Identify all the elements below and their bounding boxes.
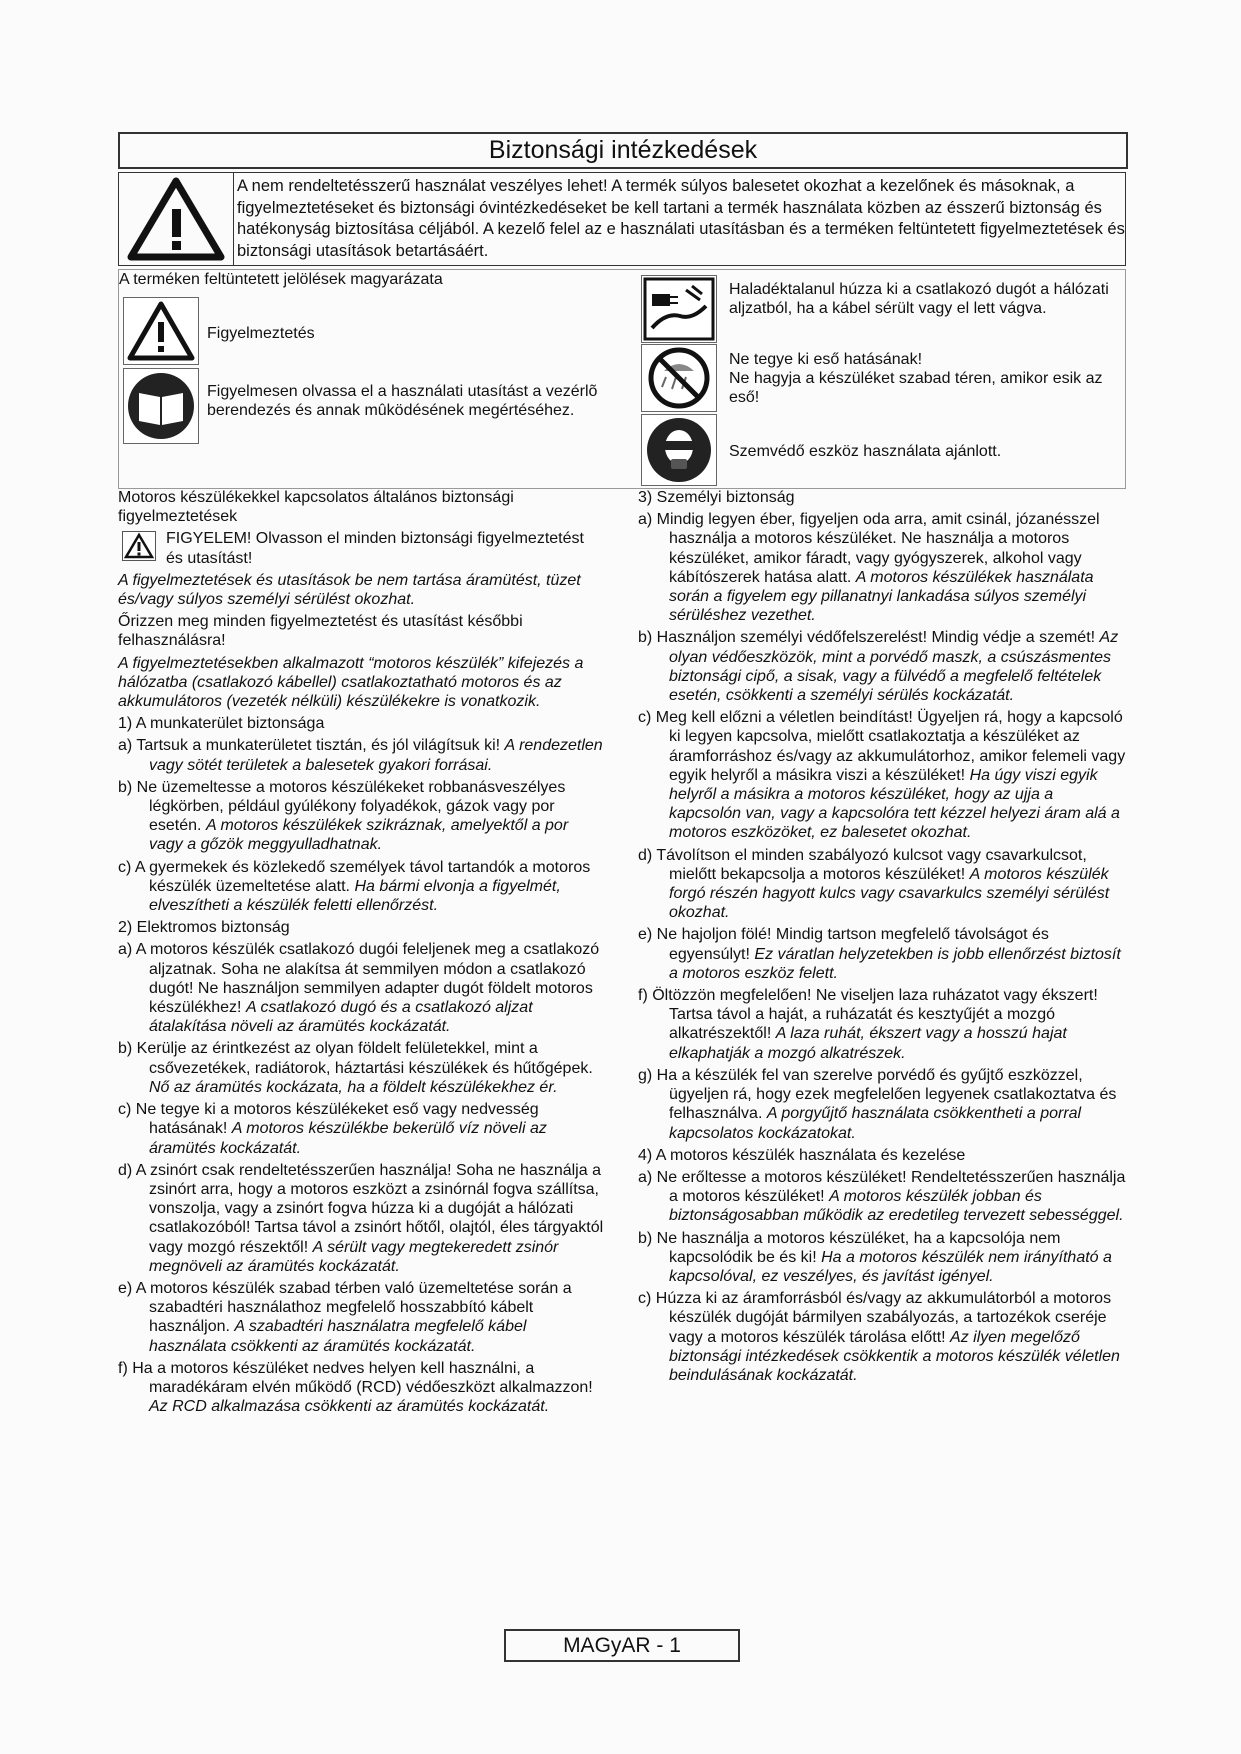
list-item: a) Tartsuk a munkaterületet tisztán, és jól világítsuk ki! A rendezetlen vagy sötét területek a balesetek gyakori forrásai. (118, 737, 603, 774)
symbol-legend (118, 269, 1126, 489)
warning-triangle-icon (122, 531, 156, 561)
legend-eye-protection-text: Szemvédő eszköz használata ajánlott. (729, 443, 1002, 460)
manual-symbol-frame (123, 368, 199, 444)
section-heading: 1) A munkaterület biztonsága (118, 715, 325, 733)
list-item: b) Ne használja a motoros készüléket, ha a kapcsolója nem kapcsolódik be és ki! Ha a motoros készülék nem irányítható a kapcsolóval, ez veszélyes, és javítást igényel. (638, 1229, 1112, 1285)
legend-no-rain-text: Ne tegye ki eső hatásának! Ne hagyja a készüléket szabad téren, amikor esik az eső! (729, 351, 1103, 406)
list-item: g) Ha a készülék fel van szerelve porvédő és gyűjtő eszközzel, ügyeljen rá, hogy ezek megfelelően legyenek csatlakoztatva és felhasználva. A porgyűjtő használata csökkentheti a porral kapcsolatos kockázatokat. (638, 1066, 1117, 1142)
eye-protection-symbol-frame (641, 414, 717, 486)
list-item: f) Ha a motoros készüléket nedves helyen kell használni, a maradékáram elvén működő (RCD) védőeszközt alkalmazzon! Az RCD alkalmazása csökkenti az áramütés kockázatát. (118, 1359, 593, 1416)
warning-triangle-icon (124, 298, 198, 364)
unplug-cable-icon (642, 276, 716, 342)
list-item: e) A motoros készülék szabad térben való üzemeltetése során a szabadtéri használathoz megfelelő hosszabbító kábelt használjon. A szabadtéri használatra megfelelő kábel használata csökkenti az áramütés kockázatát. (118, 1279, 572, 1355)
list-item: d) A zsinórt csak rendeltetésszerűen használja! Soha ne használja a zsinórt arra, hogy a motoros eszközt a zsinórnál fogva szállítsa, vonszolja, vagy a zsinórt fogva húzza ki a dugóját a hálózati csatlakozóból! Tartsa távol a zsinórt hőtől, olajtól, éles tárgyaktól vagy mozgó részektől! A sérült vagy megtekeredett zsinór megnöveli az áramütés kockázatát. (118, 1161, 604, 1275)
list-item: b) Használjon személyi védőfelszerelést! Mindig védje a szemét! Az olyan védőeszközök, mint a porvédő maszk, a csúszásmentes biztonsági cipő, a sisak, vagy a fülvédő a megfelelő feltételek esetén, csökkenti a személyi sérülés kockázatát. (638, 629, 1119, 705)
section-heading: 2) Elektromos biztonság (118, 919, 290, 937)
paragraph: A figyelmeztetésekben alkalmazott “motoros készülék” kifejezés a hálózatba (csatlakozó kábellel) csatlakoztatható motoros és az akkumulátoros (vezeték nélküli) készülékekre is vonatkozik. (118, 654, 584, 711)
list-item: a) Ne erőltesse a motoros készüléket! Rendeltetésszerűen használja a motoros készüléket! A motoros készülék jobban és biztonságosabban működik az eredetileg tervezett sebességgel. (638, 1168, 1126, 1225)
eye-protection-icon (642, 415, 716, 485)
paragraph: A figyelmeztetések és utasítások be nem tartása áramütést, tüzet és/vagy súlyos személyi sérülést okozhat. (118, 571, 581, 609)
list-item: e) Ne hajoljon fölé! Mindig tartson megfelelő távolságot és egyensúlyt! Ez váratlan helyzetekben is jobb ellenőrzést biztosít a motoros eszköz felett. (638, 926, 1121, 982)
section-heading: 4) A motoros készülék használata és kezelése (638, 1146, 966, 1164)
figyelem-text: FIGYELEM! Olvasson el minden biztonsági figyelmeztetést és utasítást! (166, 530, 584, 567)
list-item: d) Távolítson el minden szabályozó kulcsot vagy csavarkulcsot, mielőtt bekapcsolja a motoros készüléket! A motoros készülék forgó részén hagyott kulcs vagy csavarkulcs személyi sérülést okozhat. (638, 846, 1110, 922)
list-item: f) Öltözzön megfelelően! Ne viseljen laza ruházatot vagy ékszert! Tartsa távol a haját, a ruházatát és kesztyűjét a mozgó alkatrészektől! A laza ruhát, ékszert vagy a hosszú hajat elkaphatják a mozgó alkatrészek. (638, 987, 1098, 1062)
legend-manual-text: Figyelmesen olvassa el a használati utasítást a vezérlõ berendezés és annak mûködésének megértéséhez. (207, 383, 598, 419)
warning-icon-cell (119, 173, 234, 265)
no-rain-icon (642, 345, 716, 411)
legend-title: A terméken feltüntetett jelölések magyarázata (119, 271, 443, 288)
left-column (118, 488, 604, 1419)
list-item: b) Kerülje az érintkezést az olyan földelt felületekkel, mint a csővezetékek, radiátorok, háztartási készülékek és hűtőgépek. Nő az áramütés kockázata, ha a földelt készülékekhez ér. (118, 1040, 593, 1096)
list-item: c) Ne tegye ki a motoros készülékeket eső vagy nedvesség hatásának! A motoros készülékbe bekerülő víz növeli az áramütés kockázatát. (118, 1101, 547, 1157)
no-rain-symbol-frame (641, 344, 717, 412)
list-item: c) A gyermekek és közlekedő személyek távol tartandók a motoros készülék üzemeltetése alatt. Ha bármi elvonja a figyelmét, elveszítheti a készülék feletti ellenőrzést. (118, 858, 591, 915)
warning-intro-text: A nem rendeltetésszerű használat veszélyes lehet! A termék súlyos balesetet okozhat a kezelőnek és másoknak, a figyelmeztetéseket és biztonsági óvintézkedéseket be kell tartani a termék használata közben az ésszerű biztonság és hatékonyság biztosítása céljából. A kezelő felel az e használati utasításban és a terméken feltüntetett figyelmeztetések és biztonsági utasítások betartásáért. (237, 177, 1125, 260)
list-item: b) Ne üzemeltesse a motoros készülékeket robbanásveszélyes légkörben, például gyúlékony folyadékok, gázok vagy por esetén. A motoros készülékek szikráznak, amelyektől a por vagy a gőzök meggyulladhatnak. (118, 778, 569, 854)
list-item: c) Húzza ki az áramforrásból és/vagy az akkumulátorból a motoros készülék dugóját bármilyen szabályozás, a tartozékok cseréje vagy a motoros készülék tárolása előtt! Az ilyen megelőző biztonsági intézkedések csökkentik a motoros készülék véletlen beindulásának kockázatát. (638, 1290, 1120, 1384)
list-item: c) Meg kell előzni a véletlen beindítást! Ügyeljen rá, hogy a kapcsoló ki legyen kapcsolva, mielőtt csatlakoztatja a készüléket az áramforráshoz és/vagy az akkumulátorhoz, amikor felemeli vagy egyik helyről a másikra viszi a készüléket! Ha úgy viszi egyik helyről a másikra a motoros készüléket, hogy az ujja a kapcsolón van, vagy a kapcsolóra tett kézzel helyezi áram alá a motoros eszközöket, ez balesetet okozhat. (638, 709, 1126, 842)
unplug-symbol-frame (641, 275, 717, 343)
paragraph: Őrizzen meg minden figyelmeztetést és utasítást későbbi felhasználásra! (118, 613, 523, 650)
warning-intro-box (118, 172, 1126, 266)
figyelem-notice (118, 529, 604, 567)
list-item: a) Mindig legyen éber, figyeljen oda arra, amit csinál, józanésszel használja a motoros készüléket. Ne használja a motoros készüléket, amikor fáradt, vagy gyógyszerek, alkohol vagy kábítószerek hatása alatt. A motoros készülékek használata során a figyelem egy pillanatnyi lankadása súlyos személyi sérüléshez vezethet. (638, 511, 1100, 625)
right-column (638, 488, 1128, 1388)
legend-warning-text: Figyelmeztetés (207, 325, 315, 342)
warning-symbol-frame (123, 297, 199, 365)
page-title: Biztonsági intézkedések (118, 132, 1128, 169)
general-warnings-heading: Motoros készülékekkel kapcsolatos általános biztonsági figyelmeztetések (118, 489, 514, 526)
legend-unplug-text: Haladéktalanul húzza ki a csatlakozó dugót a hálózati aljzatból, ha a kábel sérült vagy el lett vágva. (729, 281, 1109, 317)
list-item: a) A motoros készülék csatlakozó dugói feleljenek meg a csatlakozó aljzatnak. Soha ne alakítsa át semmilyen módon a csatlakozó dugót! Ne használjon semmilyen adapter dugót földelt motoros készülékhez! A csatlakozó dugó és a csatlakozó aljzat átalakítása növeli az áramütés kockázatát. (118, 941, 600, 1036)
warning-triangle-icon (119, 173, 233, 265)
section-heading: 3) Személyi biztonság (638, 489, 795, 506)
manual-book-icon (124, 369, 198, 443)
page-footer: MAGyAR - 1 (504, 1629, 740, 1662)
